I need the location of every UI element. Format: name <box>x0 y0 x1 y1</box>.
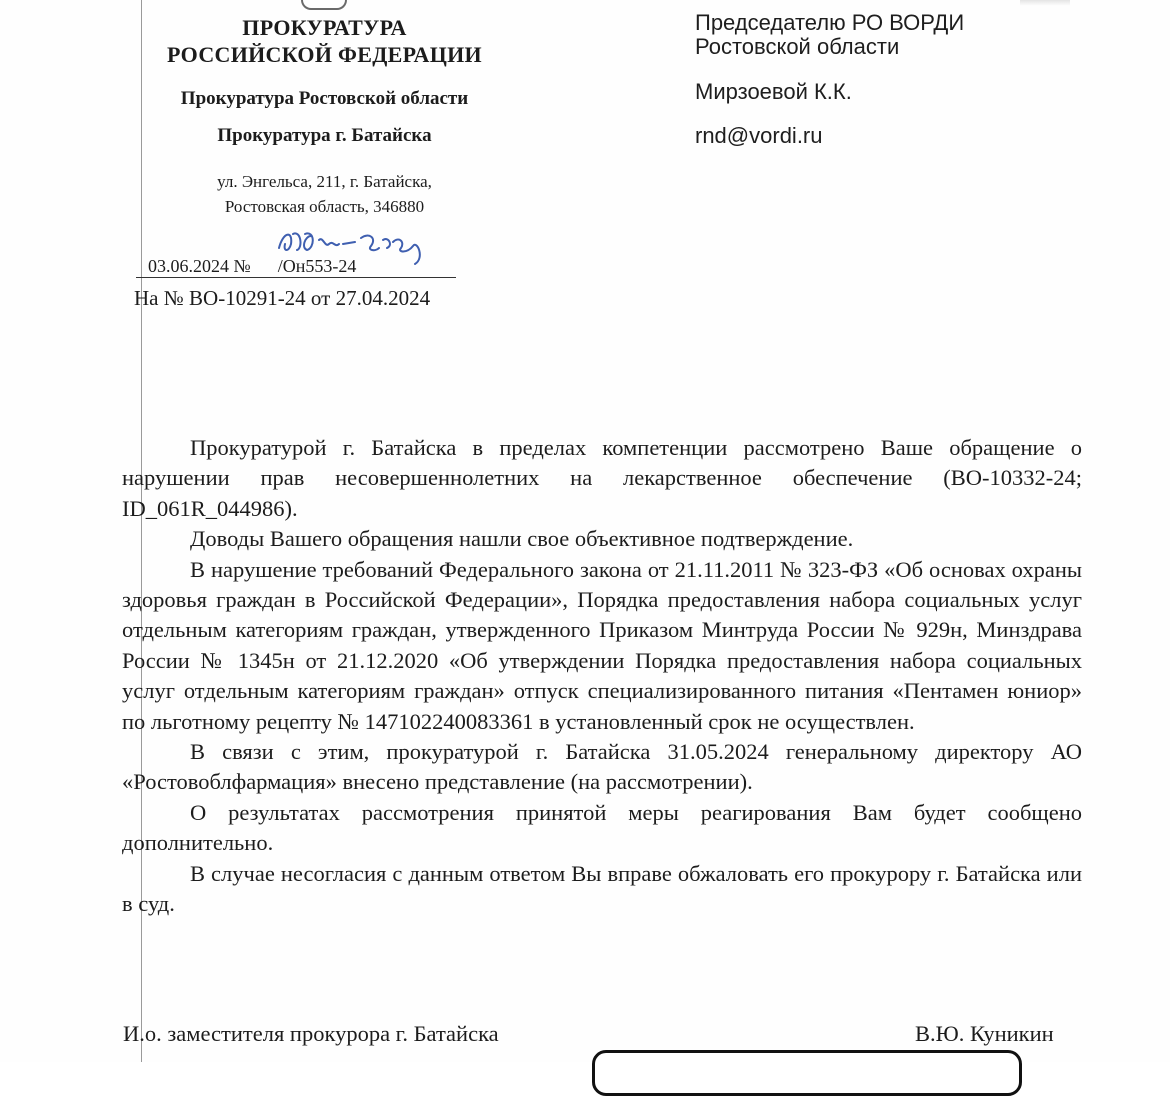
registration-date: 03.06.2024 <box>148 256 229 276</box>
org-name-line1: ПРОКУРАТУРА <box>242 15 407 40</box>
signatory-name: В.Ю. Куникин <box>915 1021 1054 1046</box>
signature-stamp-frame <box>592 1050 1022 1096</box>
paragraph-action: В связи с этим, прокуратурой г. Батайска 31.05.2024 генеральному директору АО «Ростовоблфармация» внесено представление (на рассмотрении). <box>122 739 1082 795</box>
paragraph-confirmation: Доводы Вашего обращения нашли свое объективное подтверждение. <box>190 526 854 552</box>
registration-underline <box>136 277 456 278</box>
registration-line <box>148 256 356 276</box>
addressee-email: rnd@vordi.ru <box>695 123 823 148</box>
paragraph-results: О результатах рассмотрения принятой меры реагирования Вам будет сообщено дополнительно. <box>122 799 1082 856</box>
scan-edge-mark <box>1020 0 1070 6</box>
addressee-region: Ростовской области <box>695 34 900 59</box>
registration-number-sign: № <box>233 256 251 276</box>
paragraph-appeal: В случае несогласия с данным ответом Вы вправе обжаловать его прокурору г. Батайска или в суд. <box>122 860 1082 917</box>
paragraph-violation: В нарушение требований Федерального закона от 21.11.2011 № 323-ФЗ «Об основах охраны здоровья граждан в Российской Федерации», Порядка предоставления набора социальных услуг отдельным категориям граждан, утвержденного Приказом Минтруда России № 929н, Минздрава России № 1345н от 21.12.2020 «Об утверждении Порядка предоставления набора социальных услуг отдельным категориям граждан» отпуск специализированного питания «Пентамен юниор» по льготному рецепту № 147102240083361 в установленный срок не осуществлен. <box>122 556 1082 734</box>
addressee-title: Председателю РО ВОРДИ <box>695 10 965 35</box>
reply-reference: На № ВО-10291-24 от 27.04.2024 <box>134 286 431 310</box>
org-name-line2: РОССИЙСКОЙ ФЕДЕРАЦИИ <box>167 42 482 67</box>
address-line1: ул. Энгельса, 211, г. Батайска, <box>217 172 432 191</box>
paragraph-review: Прокуратурой г. Батайска в пределах компетенции рассмотрено Ваше обращение о нарушении прав несовершеннолетних на лекарственное обеспечение (ВО-10332-24; ID_061R_044986). <box>122 435 1082 521</box>
emblem-icon <box>301 0 347 10</box>
address-line2: Ростовская область, 346880 <box>224 197 425 216</box>
addressee-name: Мирзоевой К.К. <box>695 79 852 104</box>
addressee-block <box>695 11 1135 148</box>
letterhead <box>112 14 537 219</box>
registration-number: /Он553-24 <box>277 256 357 276</box>
letter-body <box>122 433 1082 920</box>
regional-office: Прокуратура Ростовской области <box>180 88 469 109</box>
city-office: Прокуратура г. Батайска <box>217 125 432 146</box>
signatory-title: И.о. заместителя прокурора г. Батайска <box>123 1021 499 1046</box>
address <box>112 169 537 219</box>
